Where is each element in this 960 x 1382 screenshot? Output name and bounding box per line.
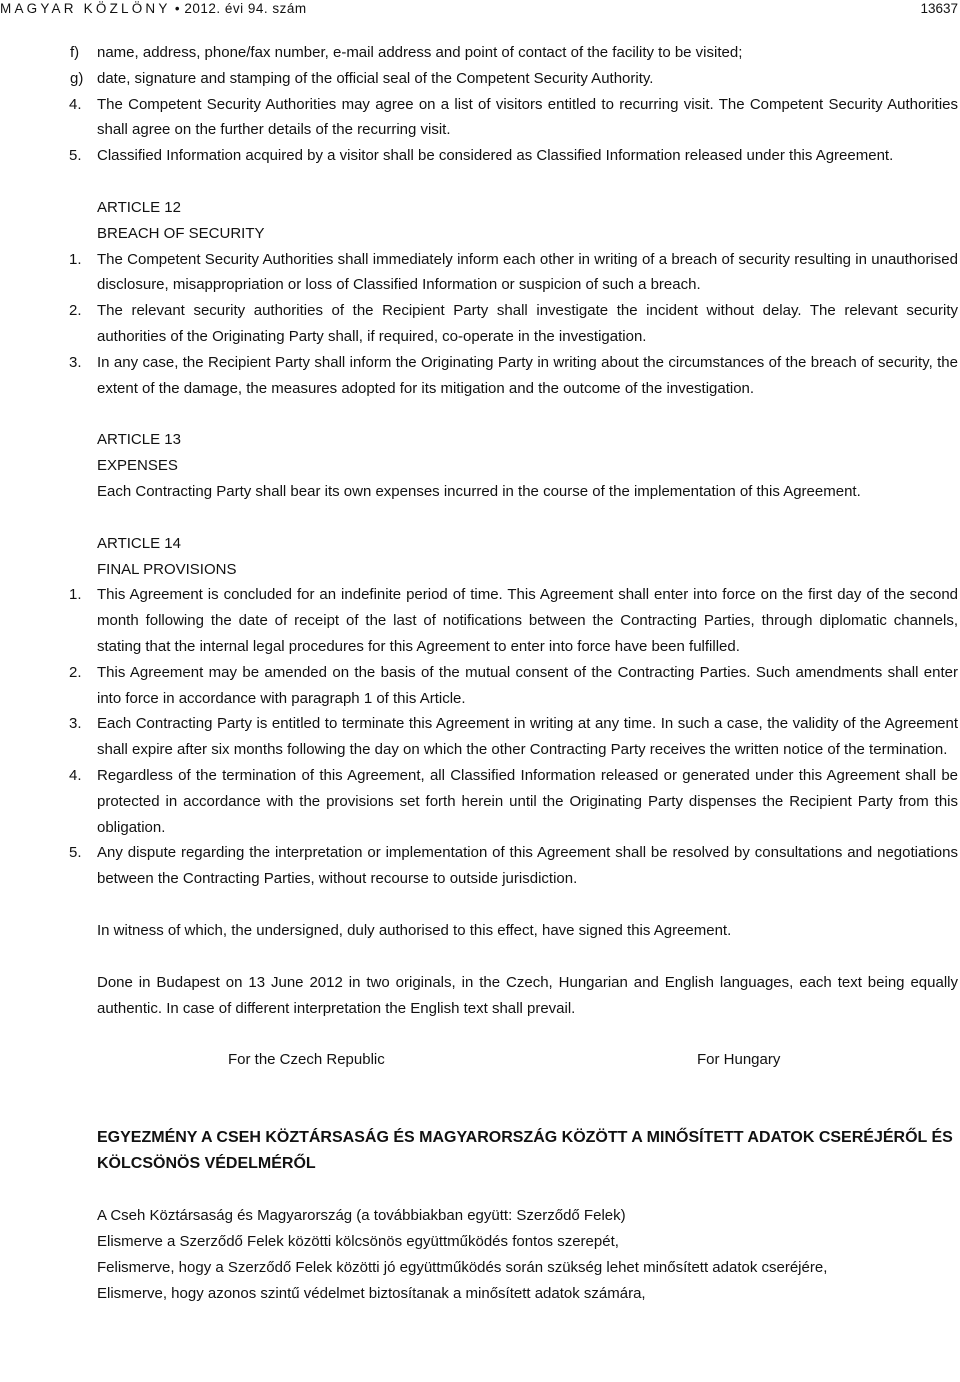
item-text: Regardless of the termination of this Agreement, all Classified Information released or generated under this Agreement shall be protected in accordance with the provisions set forth herein until the Originating Party dispenses the Recipient Party from this obligation.: [97, 766, 958, 836]
article-13-title: ARTICLE 13: [97, 431, 181, 449]
list-item: [0, 660, 958, 712]
item-number: 5.: [69, 844, 82, 862]
hungarian-line: Elismerve, hogy azonos szintű védelmet biztosítanak a minősített adatok számára,: [97, 1284, 646, 1302]
item-number: 2.: [69, 663, 82, 681]
journal-name: MAGYAR KÖZLÖNY: [0, 1, 171, 16]
document-body: [0, 40, 960, 1306]
list-item: [0, 40, 958, 66]
done-in-clause: Done in Budapest on 13 June 2012 in two originals, in the Czech, Hungarian and English languages, each text being equally authentic. In case of different interpretation the English text shall prevail.: [97, 973, 958, 1017]
signature-czech: For the Czech Republic: [228, 1051, 385, 1069]
page-number: 13637: [920, 1, 958, 16]
item-text: In any case, the Recipient Party shall inform the Originating Party in writing about the circumstances of the breach of security, the extent of the damage, the measures adopted for its mitigation and the outcome of the investigation.: [97, 353, 958, 397]
hungarian-agreement-title: EGYEZMÉNY A CSEH KÖZTÁRSASÁG ÉS MAGYARORSZÁG KÖZÖTT A MINŐSÍTETT ADATOK CSERÉJÉRŐL ÉS KÖLCSÖNÖS VÉDELMÉRŐL: [97, 1129, 953, 1173]
item-text: Any dispute regarding the interpretation or implementation of this Agreement shall be resolved by consultations and negotiations between the Contracting Parties, without recourse to outside jurisdiction.: [97, 844, 958, 888]
item-text: name, address, phone/fax number, e-mail address and point of contact of the facility to be visited;: [97, 44, 743, 61]
item-number: g): [70, 69, 84, 87]
list-item: [0, 582, 958, 659]
item-number: 1.: [69, 586, 82, 604]
item-number: 5.: [69, 147, 82, 165]
list-item: [0, 840, 958, 892]
issue-label: 2012. évi 94. szám: [184, 1, 307, 16]
item-number: 3.: [69, 715, 82, 733]
item-text: Classified Information acquired by a visitor shall be considered as Classified Information released under this Agreement.: [97, 147, 894, 165]
item-text: date, signature and stamping of the official seal of the Competent Security Authority.: [97, 69, 654, 87]
article-13-text: Each Contracting Party shall bear its own expenses incurred in the course of the implementation of this Agreement.: [97, 482, 861, 500]
item-text: The Competent Security Authorities may agree on a list of visitors entitled to recurring visit. The Competent Security Authorities shall agree on the further details of the recurring visit.: [97, 95, 958, 139]
item-number: 2.: [69, 302, 82, 320]
list-item: [0, 247, 958, 299]
list-item: [0, 92, 958, 144]
hungarian-line: A Cseh Köztársaság és Magyarország (a továbbiakban együtt: Szerződő Felek): [97, 1207, 626, 1225]
signature-hungary: For Hungary: [697, 1051, 781, 1069]
list-item: [0, 711, 958, 763]
item-number: 4.: [69, 95, 82, 113]
item-text: This Agreement may be amended on the basis of the mutual consent of the Contracting Parties. Such amendments shall enter into force in accordance with paragraph 1 of this Article.: [97, 663, 958, 707]
list-item: [0, 143, 958, 169]
bullet-separator: •: [174, 1, 181, 16]
item-text: The Competent Security Authorities shall immediately inform each other in writing of a breach of security resulting in unauthorised disclosure, misappropriation or loss of Classified Information or suspicion of such a breach.: [97, 250, 958, 294]
signature-block: [0, 1047, 960, 1073]
hungarian-line: Elismerve a Szerződő Felek közötti kölcsönös együttműködés fontos szerepét,: [97, 1233, 619, 1251]
item-text: Each Contracting Party is entitled to terminate this Agreement in writing at any time. In such a case, the validity of the Agreement shall expire after six months following the day on which the other Contracting Party receives the written notice of the termination.: [97, 715, 958, 759]
article-12-subtitle: BREACH OF SECURITY: [97, 224, 265, 242]
list-item: [0, 763, 958, 840]
item-text: The relevant security authorities of the Recipient Party shall investigate the incident without delay. The relevant security authorities of the Originating Party shall, if required, co-operate in the investigation.: [97, 302, 958, 345]
journal-issue-line: [0, 1, 307, 16]
page-header: [0, 0, 960, 22]
item-number: 4.: [69, 766, 82, 784]
article-14-subtitle: FINAL PROVISIONS: [97, 560, 237, 578]
hungarian-line: Felismerve, hogy a Szerződő Felek közötti jó együttműködés során szükség lehet minősített adatok cseréjére,: [97, 1258, 828, 1276]
list-item: [0, 66, 958, 92]
item-number: 1.: [69, 250, 82, 268]
article-13-subtitle: EXPENSES: [97, 457, 178, 475]
article-12-title: ARTICLE 12: [97, 198, 181, 216]
item-number: f): [70, 44, 80, 61]
witness-clause: In witness of which, the undersigned, duly authorised to this effect, have signed this Agreement.: [97, 921, 732, 939]
list-item: [0, 350, 958, 402]
item-text: This Agreement is concluded for an indefinite period of time. This Agreement shall enter into force on the first day of the second month following the date of receipt of the last of notifications between the Contracting Parties, through diplomatic channels, stating that the internal legal procedures for this Agreement to enter into force have been fulfilled.: [97, 586, 958, 655]
list-item: [0, 298, 958, 350]
article-14-title: ARTICLE 14: [97, 534, 181, 552]
item-number: 3.: [69, 353, 82, 371]
